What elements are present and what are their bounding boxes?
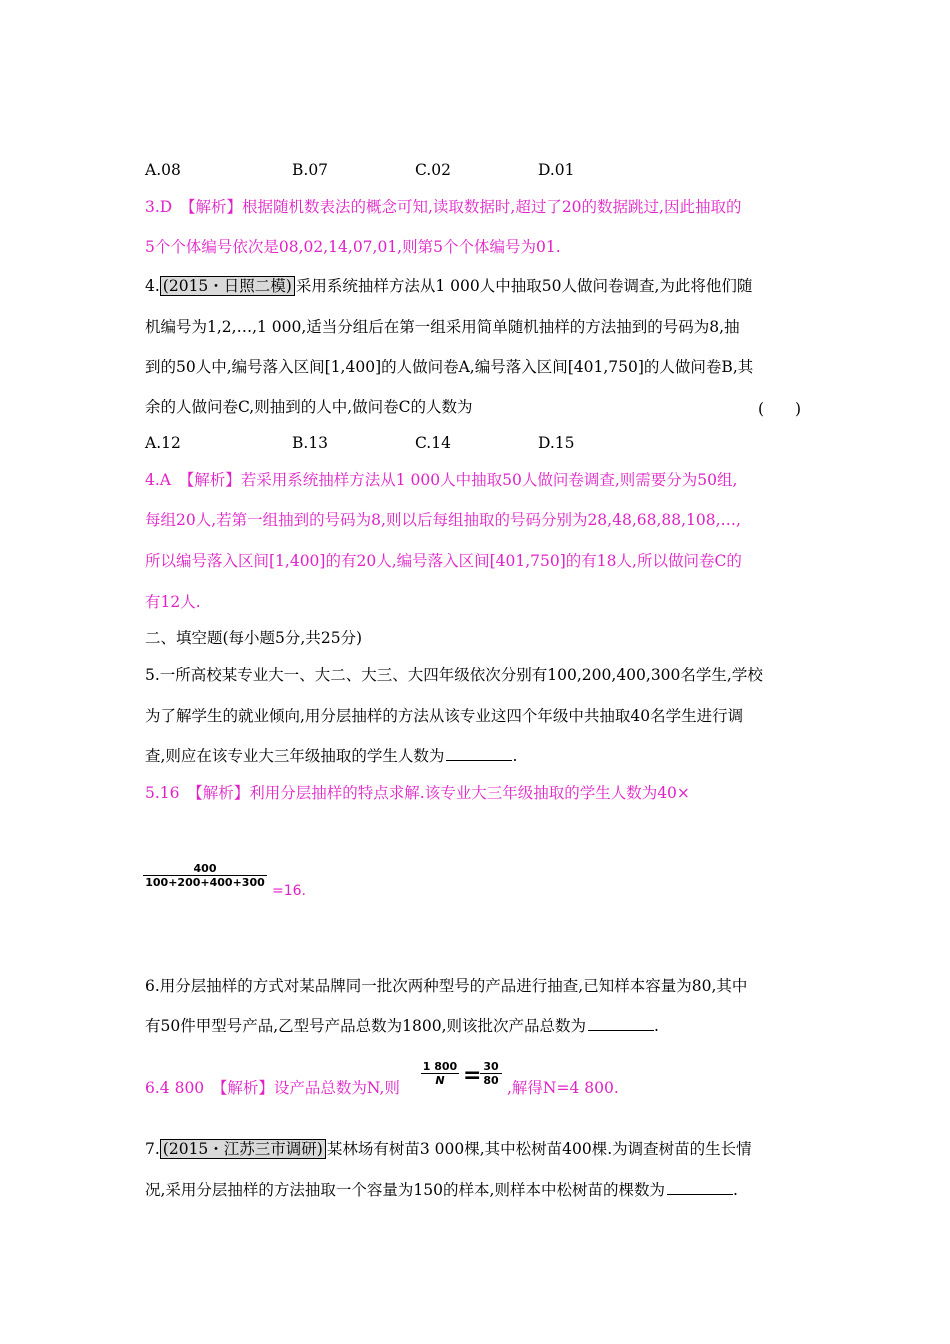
question-text: 采用系统抽样方法从1 000人中抽取50人做问卷调查,为此将他们随 <box>295 277 753 295</box>
question-4-line-1 <box>145 276 752 296</box>
answer-3-line-1: 3.D 【解析】根据随机数表法的概念可知,读取数据时,超过了20的数据跳过,因此抽取的 <box>145 198 742 216</box>
answer-blank <box>446 746 512 761</box>
q4-option-b: B.13 <box>292 434 329 452</box>
question-text: 况,采用分层抽样的方法抽取一个容量为150的样本,则样本中松树苗的棵数为 <box>145 1181 665 1199</box>
q3-option-a: A.08 <box>145 161 181 179</box>
fraction-numerator: 400 <box>193 862 217 875</box>
answer-6-suffix: ,解得N=4 800. <box>507 1079 619 1097</box>
question-text: 有50件甲型号产品,乙型号产品总数为1800,则该批次产品总数为 <box>145 1017 587 1035</box>
question-4-line-4: 余的人做问卷C,则抽到的人中,做问卷C的人数为 <box>145 398 473 416</box>
question-5-line-3 <box>145 746 517 766</box>
source-tag: (2015・江苏三市调研) <box>160 1139 326 1159</box>
period: . <box>732 1181 738 1199</box>
answer-5-result: =16. <box>272 883 306 899</box>
q3-option-c: C.02 <box>415 161 451 179</box>
question-4-line-2: 机编号为1,2,…,1 000,适当分组后在第一组采用简单随机抽样的方法抽到的号码为8,抽 <box>145 318 740 336</box>
question-6-line-2 <box>145 1016 659 1036</box>
question-number: 7. <box>145 1140 160 1158</box>
question-text: 某林场有树苗3 000棵,其中松树苗400棵.为调查树苗的生长情 <box>326 1140 752 1158</box>
fraction-denominator: N <box>435 1074 445 1087</box>
q4-option-a: A.12 <box>145 434 181 452</box>
fraction-numerator: 1 800 <box>422 1060 458 1073</box>
answer-5-line-1: 5.16 【解析】利用分层抽样的特点求解.该专业大三年级抽取的学生人数为40× <box>145 784 690 802</box>
fraction-denominator: 80 <box>483 1074 499 1087</box>
answer-4-line-3: 所以编号落入区间[1,400]的有20人,编号落入区间[401,750]的有18人,所以做问卷C的 <box>145 552 742 570</box>
answer-6-prefix: 6.4 800 【解析】设产品总数为N,则 <box>145 1079 400 1097</box>
answer-4-line-4: 有12人. <box>145 593 201 611</box>
fraction-denominator: 100+200+400+300 <box>145 876 265 889</box>
fraction-400-over-total <box>143 862 267 889</box>
period: . <box>654 1017 659 1035</box>
q4-option-d: D.15 <box>538 434 575 452</box>
answer-3-line-2: 5个个体编号依次是08,02,14,07,01,则第5个个体编号为01. <box>145 238 561 256</box>
question-text: 查,则应在该专业大三年级抽取的学生人数为 <box>145 747 445 765</box>
question-4-line-3: 到的50人中,编号落入区间[1,400]的人做问卷A,编号落入区间[401,750]的人做问卷B,其 <box>145 358 754 376</box>
section-heading: 二、填空题(每小题5分,共25分) <box>145 629 363 647</box>
question-5-line-2: 为了解学生的就业倾向,用分层抽样的方法从该专业这四个年级中共抽取40名学生进行调 <box>145 707 744 725</box>
answer-blank <box>667 1180 733 1195</box>
question-7-line-2 <box>145 1180 738 1200</box>
q4-option-c: C.14 <box>415 434 451 452</box>
q3-option-d: D.01 <box>538 161 575 179</box>
answer-4-line-2: 每组20人,若第一组抽到的号码为8,则以后每组抽取的号码分别为28,48,68,88,108,…, <box>145 511 741 529</box>
answer-blank <box>588 1016 654 1031</box>
question-7-line-1 <box>145 1139 752 1159</box>
question-5-line-1: 5.一所高校某专业大一、大二、大三、大四年级依次分别有100,200,400,300名学生,学校 <box>145 666 763 684</box>
question-number: 4. <box>145 277 160 295</box>
period: . <box>512 747 518 765</box>
question-6-line-1: 6.用分层抽样的方式对某品牌同一批次两种型号的产品进行抽查,已知样本容量为80,其中 <box>145 977 748 995</box>
answer-4-line-1: 4.A 【解析】若采用系统抽样方法从1 000人中抽取50人做问卷调查,则需要分为50组, <box>145 471 738 489</box>
answer-parenthesis: ( ) <box>758 400 802 418</box>
equals-sign: = <box>463 1063 482 1088</box>
fraction-numerator: 30 <box>483 1060 499 1073</box>
source-tag: (2015・日照二模) <box>160 276 295 296</box>
fraction-1800-over-n <box>421 1060 459 1087</box>
fraction-30-over-80 <box>480 1060 502 1087</box>
q3-option-b: B.07 <box>292 161 329 179</box>
